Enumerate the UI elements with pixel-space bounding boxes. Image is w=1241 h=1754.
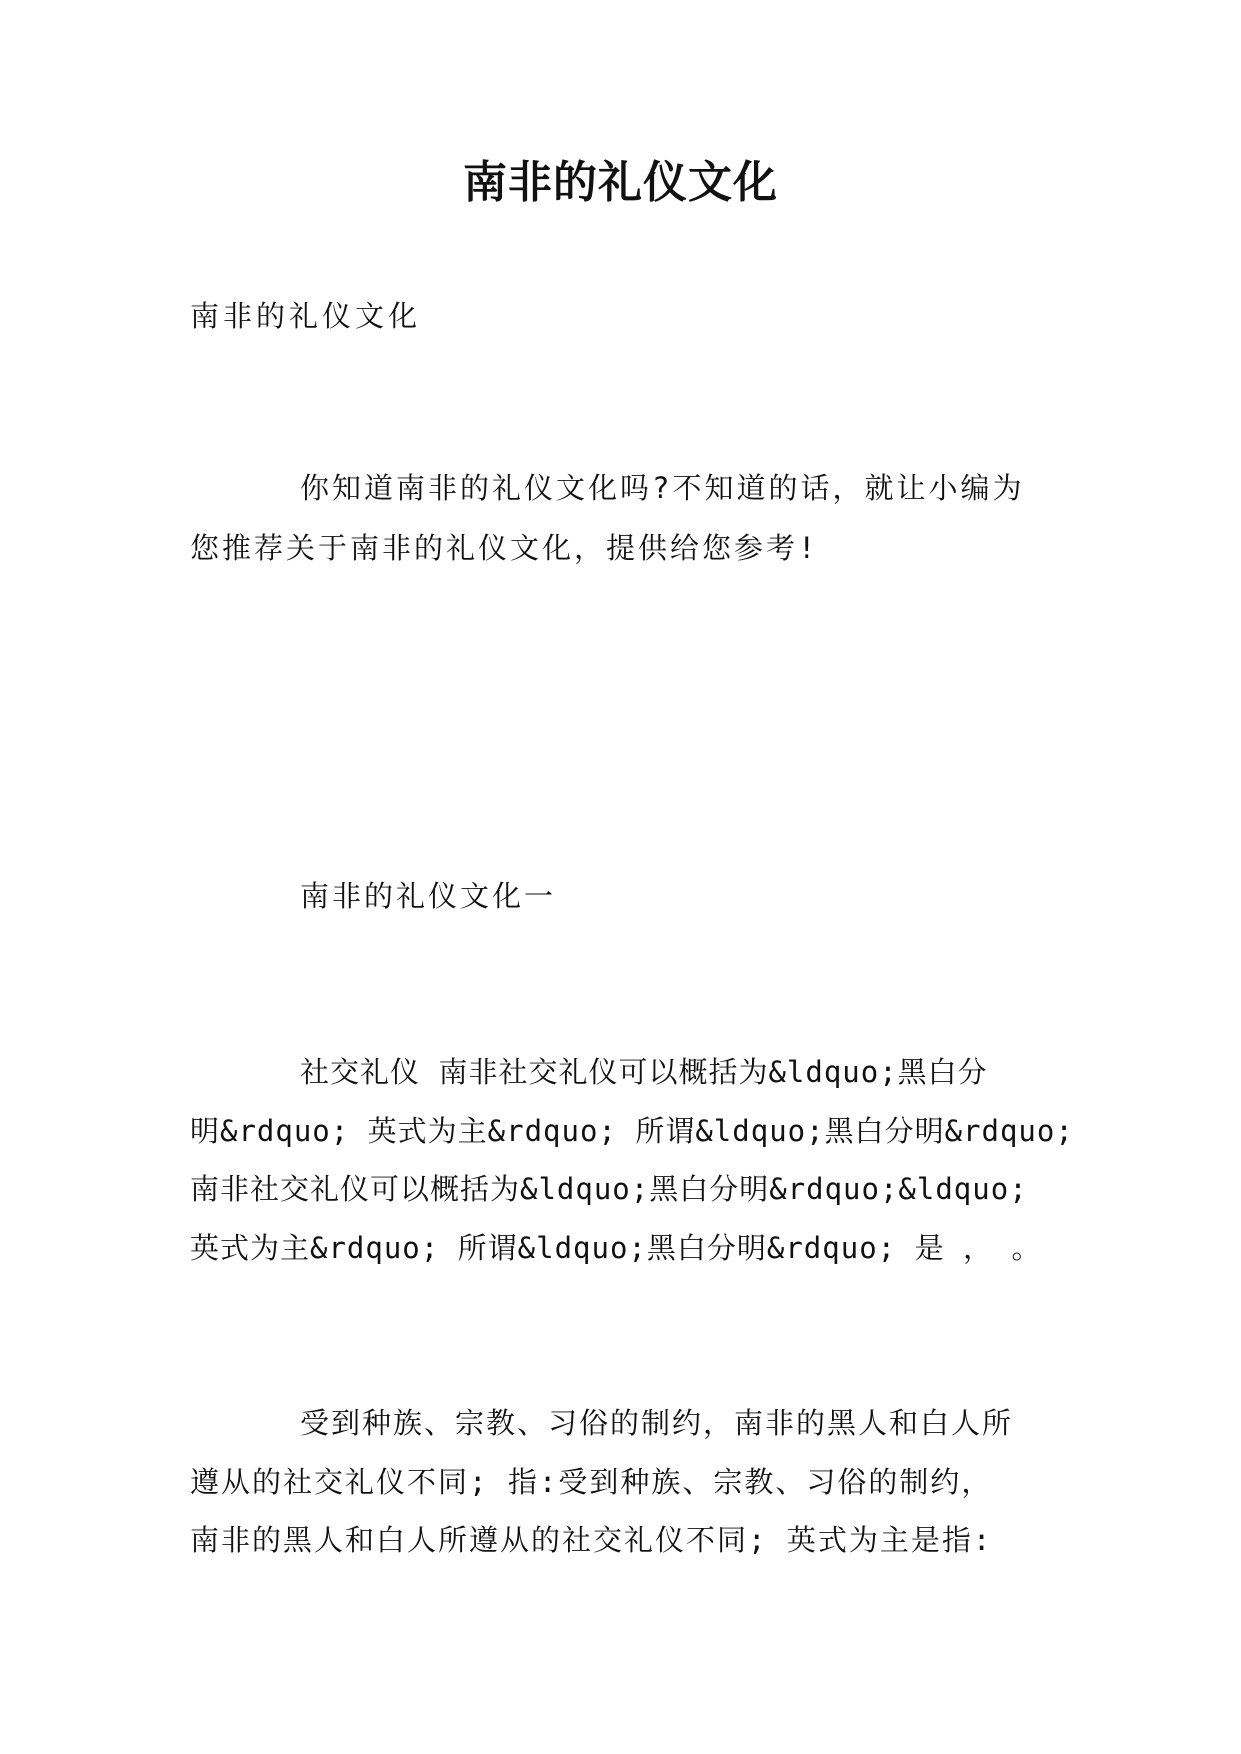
social-etiquette-paragraph-line: 英式为主&rdquo; 所谓&ldquo;黑白分明&rdquo; 是 ， 。 [190, 1231, 1042, 1265]
social-etiquette-paragraph-line: 南非社交礼仪可以概括为&ldquo;黑白分明&rdquo;&ldquo; [190, 1172, 1028, 1206]
social-etiquette-paragraph-line: 社交礼仪 南非社交礼仪可以概括为&ldquo;黑白分 [300, 1055, 988, 1089]
document-title: 南非的礼仪文化 [463, 157, 778, 208]
intro-paragraph-line: 你知道南非的礼仪文化吗?不知道的话，就让小编为 [300, 471, 1025, 505]
race-religion-paragraph-line: 受到种族、宗教、习俗的制约，南非的黑人和白人所 [300, 1406, 1014, 1440]
intro-paragraph-line: 您推荐关于南非的礼仪文化，提供给您参考! [190, 531, 819, 565]
section-heading: 南非的礼仪文化一 [300, 879, 557, 913]
social-etiquette-paragraph-line: 明&rdquo; 英式为主&rdquo; 所谓&ldquo;黑白分明&rdquo; [190, 1114, 1074, 1148]
race-religion-paragraph-line: 遵从的社交礼仪不同; 指:受到种族、宗教、习俗的制约， [190, 1465, 993, 1499]
race-religion-paragraph-line: 南非的黑人和白人所遵从的社交礼仪不同; 英式为主是指: [190, 1523, 993, 1557]
document-subtitle: 南非的礼仪文化 [190, 299, 422, 333]
